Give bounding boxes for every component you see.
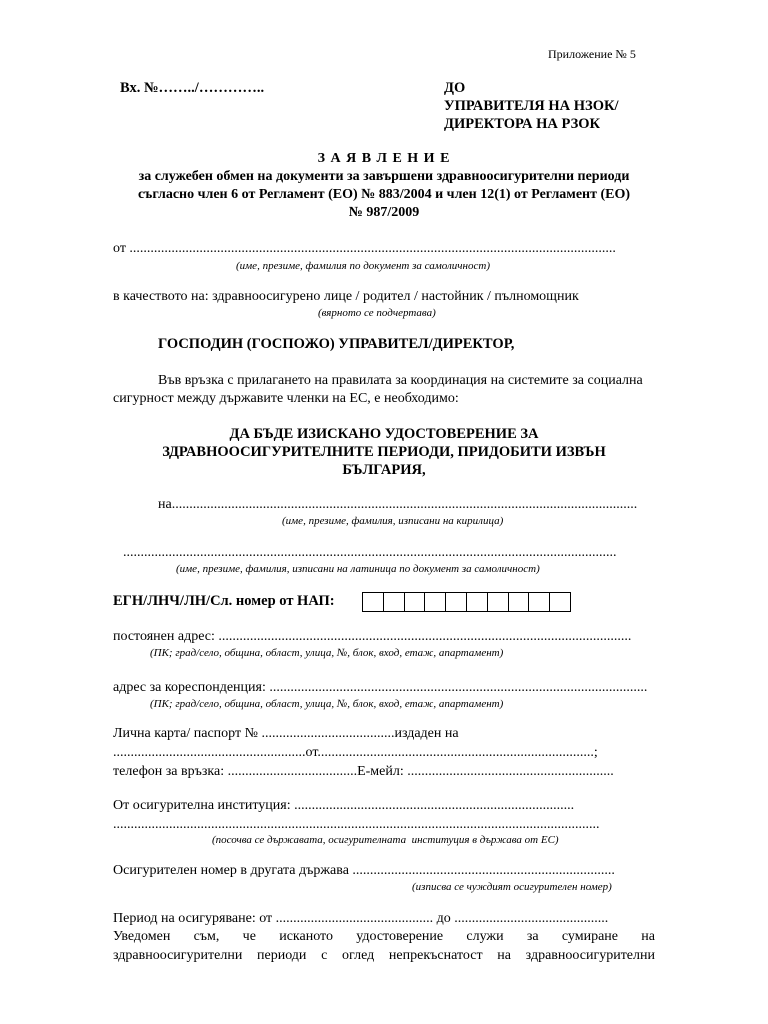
institution-field-continued[interactable]: ........................................................................................................................................... [113, 817, 600, 832]
from-hint: (име, презиме, фамилия по документ за самоличност) [236, 260, 490, 272]
notice-line-2: здравноосигурителни периоди с оглед непрекъснатост на здравноосигурителни [113, 948, 655, 963]
correspondence-address-field[interactable]: адрес за кореспонденция: ............................................................................................................ [113, 680, 648, 695]
egn-digit-cell[interactable] [405, 593, 426, 611]
document-title: З А Я В Л Е Н И Е [317, 151, 451, 166]
subtitle-line-1: за служебен обмен на документи за завършени здравноосигурителни периоди [138, 169, 630, 184]
latin-name-field[interactable]: ............................................................................................................................................. [123, 545, 617, 560]
insurance-number-field[interactable]: Осигурителен номер в другата държава ........................................................................... [113, 863, 615, 878]
egn-digit-cell[interactable] [384, 593, 405, 611]
addressee-line-3: ДИРЕКТОРА НА РЗОК [444, 116, 601, 132]
egn-input[interactable] [362, 592, 571, 612]
egn-digit-cell[interactable] [467, 593, 488, 611]
subtitle-line-3: № 987/2009 [348, 205, 420, 220]
egn-label: ЕГН/ЛНЧ/ЛН/Сл. номер от НАП: [113, 593, 335, 609]
permanent-address-field[interactable]: постоянен адрес: ...................................................................................................................... [113, 629, 632, 644]
institution-field[interactable]: От осигурителна институция: ................................................................................ [113, 798, 575, 813]
salutation: ГОСПОДИН (ГОСПОЖО) УПРАВИТЕЛ/ДИРЕКТОР, [158, 336, 515, 352]
capacity-hint: (вярното се подчертава) [318, 307, 436, 319]
latin-name-hint: (име, презиме, фамилия, изписани на латиница по документ за самоличност) [176, 563, 540, 575]
on-name-field[interactable]: на..................................................................................................................................... [158, 497, 638, 512]
id-card-field[interactable]: Лична карта/ паспорт № ......................................издаден на [113, 726, 459, 741]
annex-label: Приложение № 5 [548, 47, 636, 61]
egn-digit-cell[interactable] [446, 593, 467, 611]
subtitle-line-2: съгласно член 6 от Регламент (ЕО) № 883/2004 и член 12(1) от Регламент (ЕО) [137, 187, 631, 202]
on-name-hint: (име, презиме, фамилия, изписани на кирилица) [282, 515, 504, 527]
egn-digit-cell[interactable] [529, 593, 550, 611]
id-issued-field[interactable]: .......................................................от...............................................................................; [113, 745, 598, 760]
phone-email-field[interactable]: телефон за връзка: .....................................Е-мейл: ........................................................... [113, 764, 614, 779]
egn-digit-cell[interactable] [425, 593, 446, 611]
egn-digit-cell[interactable] [509, 593, 530, 611]
egn-digit-cell[interactable] [550, 593, 571, 611]
addressee-line-1: ДО [444, 80, 466, 96]
request-line-3: БЪЛГАРИЯ, [342, 462, 426, 478]
incoming-number: Вх. №……../………….. [120, 80, 265, 96]
insurance-number-hint: (изписва се чуждият осигурителен номер) [412, 881, 612, 893]
egn-digit-cell[interactable] [363, 593, 384, 611]
addressee-line-2: УПРАВИТЕЛЯ НА НЗОК/ [444, 98, 619, 114]
insurance-period-field[interactable]: Период на осигуряване: от ............................................. до ............................................ [113, 911, 609, 926]
request-line-1: ДА БЪДЕ ИЗИСКАНО УДОСТОВЕРЕНИЕ ЗА [229, 426, 539, 442]
capacity-field[interactable]: в качеството на: здравноосигурено лице / родител / настойник / пълномощник [113, 289, 579, 304]
notice-line-1: Уведомен съм, че исканото удостоверение служи за сумиране на [113, 929, 655, 944]
correspondence-address-hint: (ПК; град/село, община, област, улица, №, блок, вход, етаж, апартамент) [150, 698, 504, 710]
institution-hint: (посочва се държавата, осигурителната институция в държава от ЕС) [212, 834, 559, 846]
egn-digit-cell[interactable] [488, 593, 509, 611]
intro-line-2: сигурност между държавите членки на ЕС, е необходимо: [113, 391, 459, 406]
intro-line-1: Във връзка с прилагането на правилата за координация на системите за социална [158, 373, 643, 388]
permanent-address-hint: (ПК; град/село, община, област, улица, №, блок, вход, етаж, апартамент) [150, 647, 504, 659]
from-field[interactable]: от ........................................................................................................................................... [113, 241, 616, 256]
request-line-2: ЗДРАВНООСИГУРИТЕЛНИТЕ ПЕРИОДИ, ПРИДОБИТИ ИЗВЪН [162, 444, 606, 460]
